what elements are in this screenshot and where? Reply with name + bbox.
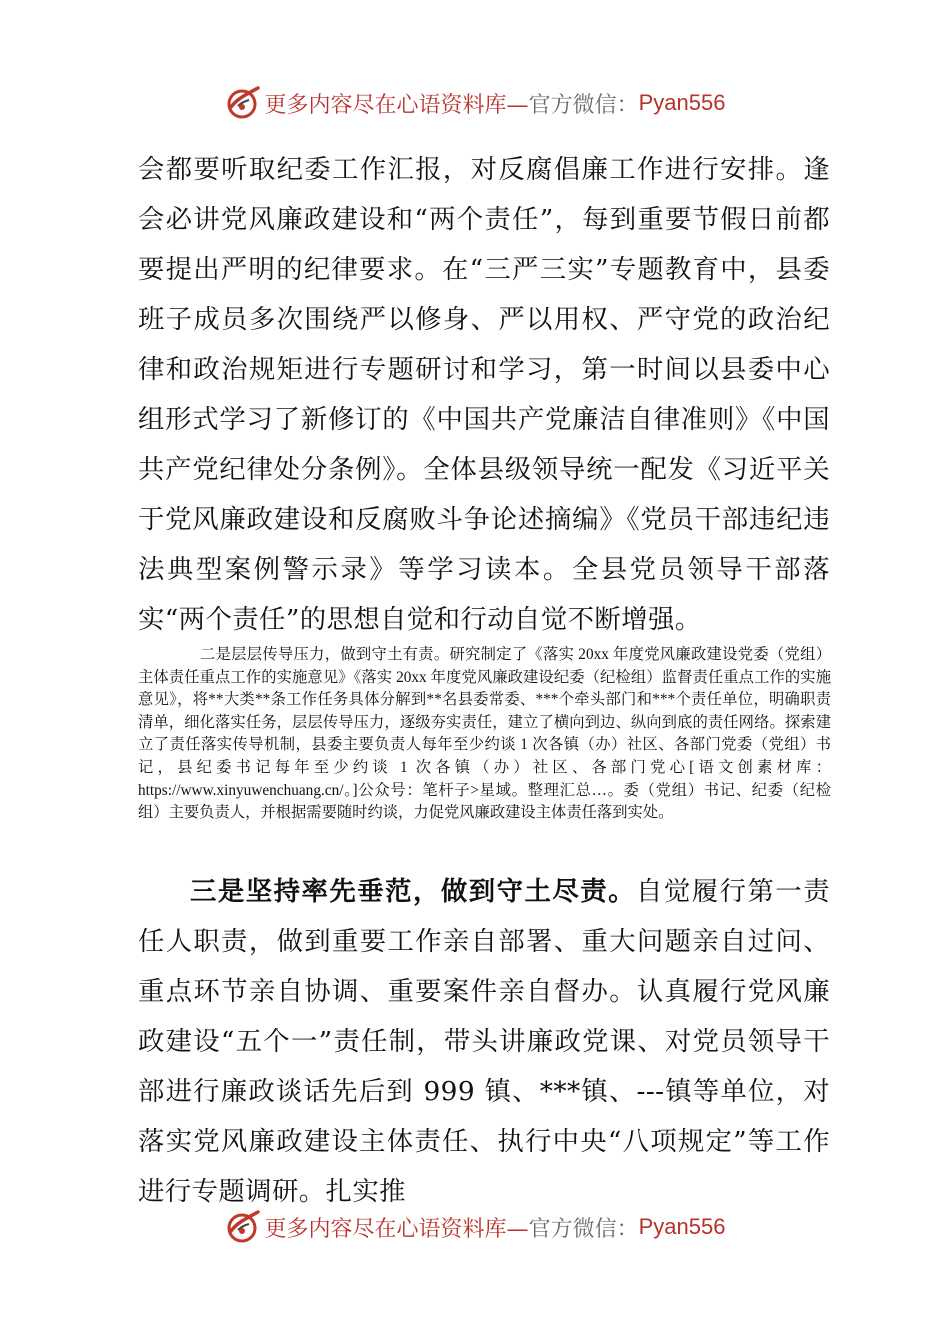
banner-wechat-id: Pyan556: [638, 90, 726, 115]
paragraph-3: [138, 867, 830, 1217]
header-banner: [0, 78, 950, 128]
paragraph-1: 会都要听取纪委工作汇报，对反腐倡廉工作进行安排。逢会必讲党风廉政建设和“两个责任”，每到重要节假日前都要提出严明的纪律要求。在“三严三实”专题教育中，县委班子成员多次围绕严以修身、严以用权、严守党的政治纪律和政治规矩进行专题研讨和学习，第一时间以县委中心组形式学习了新修订的《中国共产党廉洁自律准则》《中国共产党纪律处分条例》。全体县级领导统一配发《习近平关于党风廉政建设和反腐败斗争论述摘编》《党员干部违纪违法典型案例警示录》等学习读本。全县党员领导干部落实“两个责任”的思想自觉和行动自觉不断增强。: [138, 154, 830, 635]
brush-logo-icon: [225, 1209, 261, 1245]
paragraph-3-text: 自觉履行第一责任人职责，做到重要工作亲自部署、重大问题亲自过问、重点环节亲自协调、重要案件亲自督办。认真履行党风廉政建设“五个一”责任制，带头讲廉政党课、对党员领导干部进行廉政谈话先后到 999 镇、***镇、---镇等单位，对落实党风廉政建设主体责任、执行中央“八项规定”等工作进行专题调研。扎实推: [138, 876, 830, 1207]
paragraph-3-heading: 三是坚持率先垂范，做到守土尽责。: [190, 876, 636, 907]
banner-wechat-label: 官方微信：: [528, 92, 639, 118]
paragraph-2: 二是层层传导压力，做到守土有责。研究制定了《落实 20xx 年度党风廉政建设党委（党组）主体责任重点工作的实施意见》《落实 20xx 年度党风廉政建设纪委（纪检组）监督责任重点工作的实施意见》，将**大类**条工作任务具体分解到**名县委常委、***个牵头部门和***个责任单位，明确职责清单，细化落实任务，层层传导压力，逐级夯实责任，建立了横向到边、纵向到底的责任网络。探索建立了责任落实传导机制，县委主要负责人每年至少约谈 1 次各镇（办）社区、各部门党委（党组）书记，县纪委书记每年至少约谈 1 次各镇（办）社区、各部门党心[语文创素材库：https://www.xinyuwenchuang.cn/。]公众号：笔杆子>星域。整理汇总…。委（党组）书记、纪委（纪检组）主要负责人，并根据需要随时约谈，力促党风廉政建设主体责任落到实处。: [138, 646, 831, 822]
banner-main-text: 更多内容尽在心语资料库—: [264, 92, 529, 118]
brush-logo-icon: [225, 85, 261, 121]
footer-banner: [0, 1202, 950, 1252]
banner-wechat-label: 官方微信：: [528, 1216, 639, 1242]
banner-wechat-id: Pyan556: [638, 1214, 726, 1239]
banner-main-text: 更多内容尽在心语资料库—: [264, 1216, 529, 1242]
